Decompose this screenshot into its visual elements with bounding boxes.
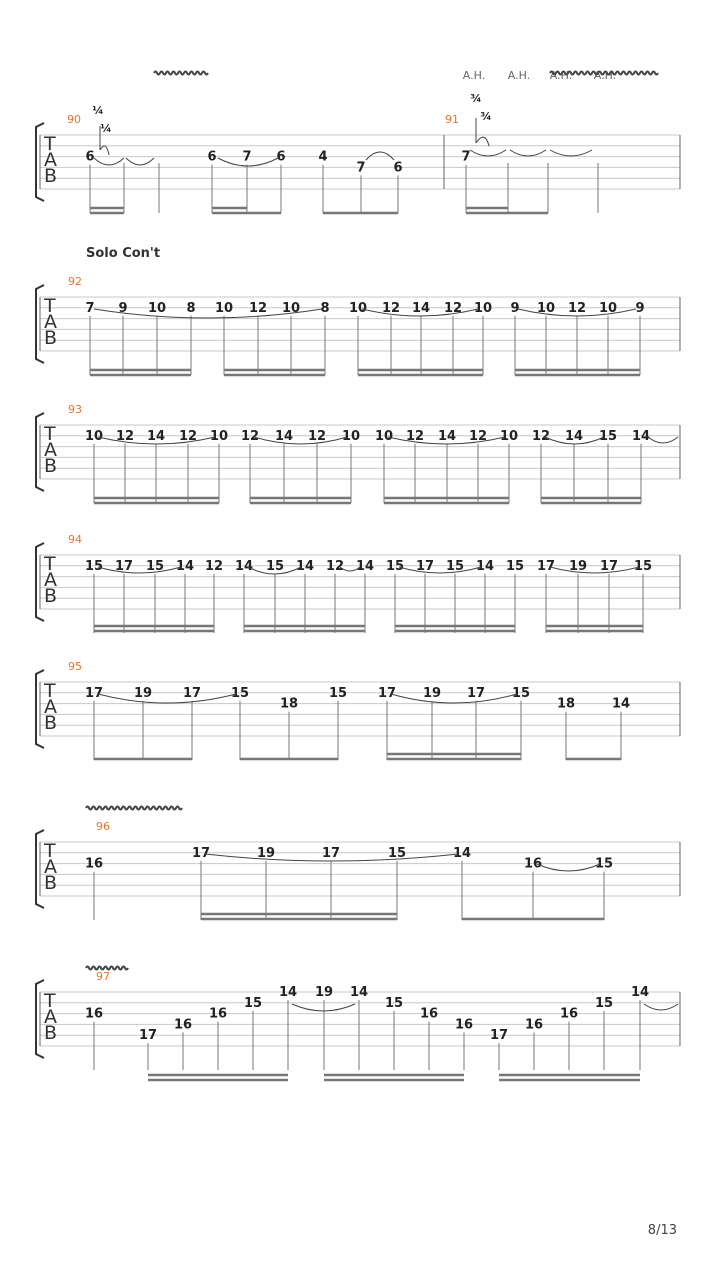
fret-number: 6	[393, 160, 403, 176]
fret-number: 12	[325, 558, 345, 574]
fret-number: 14	[278, 985, 298, 1000]
bend-amount: ¼	[100, 122, 112, 135]
fret-number: 12	[405, 428, 425, 444]
bend-curve	[476, 137, 489, 146]
fret-number: 10	[499, 428, 519, 444]
fret-number: 16	[173, 1017, 193, 1033]
fret-number: 12	[115, 428, 135, 444]
fret-number: 14	[437, 428, 457, 444]
fret-number: 19	[422, 685, 442, 701]
fret-number: 14	[355, 558, 375, 574]
fret-number: 15	[230, 685, 250, 701]
fret-number: 15	[511, 685, 531, 701]
fret-number: 16	[454, 1017, 474, 1033]
tab-clef-letter: A	[44, 149, 57, 171]
artificial-harmonic-label: A.H.	[593, 69, 617, 82]
fret-number: 14	[234, 558, 254, 574]
fret-number: 10	[348, 300, 368, 316]
fret-number: 19	[256, 845, 276, 861]
slur	[537, 864, 600, 871]
bend-curve	[100, 146, 109, 155]
tab-clef-letter: T	[44, 423, 56, 445]
fret-number: 15	[505, 558, 525, 574]
fret-number: 14	[349, 985, 369, 1000]
vibrato-mark	[86, 807, 182, 810]
tab-clef-letter: B	[44, 585, 58, 607]
fret-number: 16	[523, 856, 543, 872]
slur	[470, 150, 506, 156]
fret-number: 14	[295, 558, 315, 574]
slur	[644, 1004, 678, 1010]
tab-clef-letter: T	[44, 680, 56, 702]
fret-number: 17	[466, 685, 486, 701]
slur	[98, 694, 236, 703]
fret-number: 9	[510, 300, 520, 316]
fret-number: 17	[182, 685, 202, 701]
fret-number: 15	[84, 558, 104, 574]
fret-number: 10	[374, 428, 394, 444]
artificial-harmonic-label: A.H.	[462, 69, 486, 82]
fret-number: 6	[85, 149, 95, 165]
fret-number: 15	[328, 685, 348, 701]
fret-number: 17	[191, 845, 211, 861]
fret-number: 19	[314, 985, 334, 1000]
fret-number: 10	[209, 428, 229, 444]
tab-clef-letter: B	[44, 872, 58, 894]
fret-number: 12	[531, 428, 551, 444]
fret-number: 17	[84, 685, 104, 701]
tab-clef-letter: A	[44, 569, 57, 591]
measure-number: 91	[445, 113, 459, 126]
slur	[366, 152, 394, 160]
fret-number: 14	[611, 696, 631, 712]
measure-number: 94	[68, 533, 82, 546]
slur	[550, 567, 639, 573]
fret-number: 14	[631, 428, 651, 444]
vibrato-mark	[86, 967, 128, 970]
fret-number: 10	[341, 428, 361, 444]
fret-number: 16	[559, 1006, 579, 1022]
slur	[126, 158, 154, 165]
tab-clef-letter: T	[44, 553, 56, 575]
fret-number: 10	[147, 300, 167, 316]
tab-clef-letter: A	[44, 696, 57, 718]
fret-number: 15	[145, 558, 165, 574]
fret-number: 10	[473, 300, 493, 316]
fret-number: 14	[452, 845, 472, 861]
fret-number: 17	[138, 1028, 158, 1044]
slur	[399, 567, 481, 573]
measure-number: 92	[68, 275, 82, 288]
fret-number: 12	[443, 300, 463, 316]
fret-number: 9	[635, 300, 645, 316]
slur	[550, 150, 592, 156]
bend-amount: ¼	[92, 104, 104, 117]
fret-number: 17	[377, 685, 397, 701]
fret-number: 12	[307, 428, 327, 444]
fret-number: 15	[387, 845, 407, 861]
fret-number: 6	[276, 149, 286, 165]
fret-number: 15	[598, 428, 618, 444]
fret-number: 7	[356, 160, 366, 176]
tab-clef-letter: A	[44, 856, 57, 878]
tab-clef-letter: T	[44, 133, 56, 155]
fret-number: 7	[461, 149, 471, 165]
section-label: Solo Con't	[86, 246, 161, 261]
tab-clef-letter: A	[44, 311, 57, 333]
measure-number: 95	[68, 660, 82, 673]
slur	[648, 437, 678, 443]
tab-clef-letter: B	[44, 1022, 58, 1044]
tab-clef-letter: B	[44, 327, 58, 349]
fret-number: 10	[84, 428, 104, 444]
fret-number: 12	[468, 428, 488, 444]
fret-number: 14	[564, 428, 584, 444]
artificial-harmonic-label: A.H.	[507, 69, 531, 82]
measure-number: 96	[96, 820, 110, 833]
fret-number: 15	[633, 558, 653, 574]
fret-number: 9	[118, 300, 128, 316]
fret-number: 16	[208, 1006, 228, 1022]
fret-number: 15	[594, 995, 614, 1011]
tab-clef-letter: T	[44, 990, 56, 1012]
fret-number: 4	[318, 149, 328, 165]
fret-number: 12	[240, 428, 260, 444]
fret-number: 17	[114, 558, 134, 574]
fret-number: 12	[248, 300, 268, 316]
fret-number: 16	[419, 1006, 439, 1022]
fret-number: 19	[133, 685, 153, 701]
fret-number: 18	[556, 696, 576, 712]
fret-number: 12	[204, 558, 224, 574]
slur	[391, 694, 517, 703]
fret-number: 16	[524, 1017, 544, 1033]
fret-number: 14	[274, 428, 294, 444]
fret-number: 12	[567, 300, 587, 316]
fret-number: 14	[146, 428, 166, 444]
fret-number: 16	[84, 1006, 104, 1022]
measure-number: 97	[96, 970, 110, 983]
fret-number: 17	[489, 1028, 509, 1044]
fret-number: 15	[265, 558, 285, 574]
page-number: 8/13	[647, 1223, 677, 1238]
bend-amount: ¾	[480, 110, 492, 123]
slur	[254, 437, 347, 444]
tab-clef-letter: A	[44, 439, 57, 461]
fret-number: 18	[279, 696, 299, 712]
artificial-harmonic-label: A.H.	[549, 69, 573, 82]
tab-clef-letter: T	[44, 295, 56, 317]
tab-clef-letter: B	[44, 455, 58, 477]
fret-number: 6	[207, 149, 217, 165]
fret-number: 15	[243, 995, 263, 1011]
fret-number: 7	[242, 149, 252, 165]
measure-number: 90	[67, 113, 81, 126]
fret-number: 15	[384, 995, 404, 1011]
measure-number: 93	[68, 403, 82, 416]
fret-number: 8	[186, 300, 196, 316]
fret-number: 17	[415, 558, 435, 574]
fret-number: 10	[214, 300, 234, 316]
fret-number: 12	[178, 428, 198, 444]
tab-clef-letter: B	[44, 165, 58, 187]
fret-number: 14	[630, 985, 650, 1000]
fret-number: 16	[84, 856, 104, 872]
fret-number: 14	[175, 558, 195, 574]
slur	[510, 150, 546, 156]
fret-number: 17	[321, 845, 341, 861]
fret-number: 14	[475, 558, 495, 574]
slur	[98, 567, 181, 573]
tab-clef-letter: A	[44, 1006, 57, 1028]
fret-number: 15	[594, 856, 614, 872]
fret-number: 14	[411, 300, 431, 316]
fret-number: 17	[599, 558, 619, 574]
vibrato-mark	[154, 72, 208, 75]
tab-clef-letter: B	[44, 712, 58, 734]
fret-number: 17	[536, 558, 556, 574]
fret-number: 8	[320, 300, 330, 316]
fret-number: 10	[598, 300, 618, 316]
fret-number: 10	[536, 300, 556, 316]
fret-number: 7	[85, 300, 95, 316]
slur	[94, 158, 124, 165]
tab-clef-letter: T	[44, 840, 56, 862]
fret-number: 15	[385, 558, 405, 574]
bend-amount: ¾	[470, 92, 482, 105]
fret-number: 15	[445, 558, 465, 574]
fret-number: 12	[381, 300, 401, 316]
fret-number: 19	[568, 558, 588, 574]
fret-number: 10	[281, 300, 301, 316]
